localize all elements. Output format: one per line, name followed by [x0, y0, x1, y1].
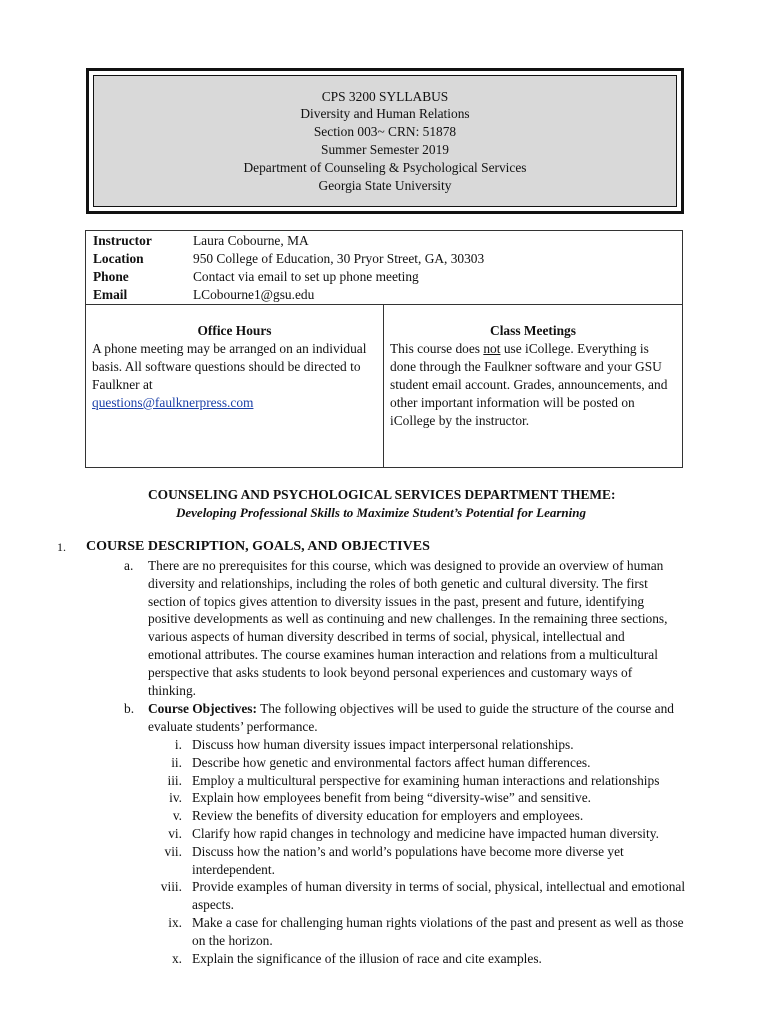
objective-number: vii.	[164, 843, 182, 859]
objective-number: v.	[172, 808, 182, 824]
info-label: Location	[93, 251, 144, 266]
list-item	[148, 772, 688, 790]
item-b-letter: b.	[124, 701, 135, 716]
department-theme-subtitle: Developing Professional Skills to Maximize Student’s Potential for Learning	[176, 505, 587, 520]
department-name: Department of Counseling & Psychological Services	[243, 159, 527, 175]
objective-number: ix.	[168, 914, 182, 930]
office-hours-heading: Office Hours	[197, 323, 272, 338]
class-meetings-text	[384, 340, 682, 430]
objective-number: viii.	[160, 879, 182, 895]
list-item	[148, 736, 688, 754]
course-objectives-label: Course Objectives:	[148, 701, 257, 716]
objective-text: Explain how employees benefit from being “diversity-wise” and sensitive.	[192, 790, 592, 806]
info-value: LCobourne1@gsu.edu	[193, 287, 315, 302]
list-item	[148, 950, 688, 968]
department-theme-title: COUNSELING AND PSYCHOLOGICAL SERVICES DEPARTMENT THEME:	[148, 487, 616, 502]
objective-text: Explain the significance of the illusion of race and cite examples.	[192, 950, 542, 966]
objective-number: iii.	[167, 772, 182, 788]
section-number: 1.	[57, 540, 66, 554]
class-meetings-text-start: This course does	[390, 341, 484, 356]
class-meetings-text-end: use iCollege. Everything is done through the Faulkner software and your GSU student email account. Grades, announcements, and other important information will be posted on iCollege by the instructor.	[390, 341, 668, 428]
list-item	[148, 825, 688, 843]
course-section: Section 003~ CRN: 51878	[313, 124, 457, 140]
objectives-list	[148, 736, 688, 967]
list-item	[148, 843, 688, 879]
objective-text: Provide examples of human diversity in terms of social, physical, intellectual and emotional aspects.	[192, 879, 686, 913]
objective-text: Make a case for challenging human rights violations of the past and present as well as those on the horizon.	[192, 914, 684, 948]
info-value: 950 College of Education, 30 Pryor Street, GA, 30303	[193, 251, 485, 266]
course-name: Diversity and Human Relations	[300, 106, 470, 122]
item-a-letter: a.	[124, 558, 134, 573]
objective-number: x.	[171, 950, 182, 966]
objective-number: ii.	[171, 754, 182, 770]
objective-number: iv.	[169, 790, 182, 806]
instructor-details	[86, 231, 682, 305]
objective-text: Describe how genetic and environmental factors affect human differences.	[192, 754, 591, 770]
objective-text: Review the benefits of diversity education for employers and employees.	[192, 808, 584, 824]
objective-text: Discuss how human diversity issues impact interpersonal relationships.	[192, 737, 574, 752]
course-semester: Summer Semester 2019	[321, 142, 449, 157]
section-title: COURSE DESCRIPTION, GOALS, AND OBJECTIVES	[86, 539, 430, 554]
info-label: Phone	[93, 269, 129, 284]
office-hours-body: A phone meeting may be arranged on an individual basis. All software questions should be directed to Faulkner at	[92, 341, 367, 392]
faulkner-email-link[interactable]: questions@faulknerpress.com	[92, 395, 254, 410]
info-value: Laura Cobourne, MA	[193, 233, 309, 248]
list-item	[148, 914, 688, 950]
course-objectives-intro: The following objectives will be used to guide the structure of the course and evaluate students’ performance.	[148, 701, 674, 734]
office-hours-cell	[86, 304, 384, 467]
syllabus-title-box	[86, 68, 684, 214]
objective-text: Employ a multicultural perspective for examining human interactions and relationships	[192, 772, 660, 788]
objective-number: i.	[174, 737, 182, 752]
course-code: CPS 3200 SYLLABUS	[321, 88, 449, 104]
course-description-paragraph: There are no prerequisites for this course, which was designed to provide an overview of human diversity and relationships, including the roles of both genetic and cultural diversity. The first section of topics gives attention to diversity issues in the past, present and future, identifying positive developments as well as continuing and new challenges. In the remaining three sections, various aspects of human diversity described in terms of social, physical, intellectual and emotional attributes. The course examines human interaction and relations from a multicultural perspective that asks students to look beyond personal experiences and customary ways of thinking.	[148, 558, 668, 698]
list-item	[148, 789, 688, 807]
objective-number: vi.	[168, 825, 182, 841]
university-name: Georgia State University	[318, 177, 452, 193]
info-value: Contact via email to set up phone meeting	[193, 269, 419, 284]
list-item	[148, 878, 688, 914]
class-meetings-heading: Class Meetings	[490, 323, 576, 338]
instructor-info-table	[85, 230, 683, 468]
info-label: Email	[93, 287, 128, 302]
info-label: Instructor	[93, 233, 152, 248]
objective-text: Discuss how the nation’s and world’s populations have become more diverse yet interdependent.	[192, 843, 624, 877]
list-item	[148, 754, 688, 772]
class-meetings-emphasis: not	[483, 341, 501, 356]
objective-text: Clarify how rapid changes in technology and medicine have impacted human diversity.	[192, 825, 659, 841]
list-item	[148, 807, 688, 825]
office-hours-text	[86, 340, 383, 412]
course-objectives-paragraph	[148, 700, 678, 736]
class-meetings-cell	[384, 304, 682, 467]
syllabus-title-inner	[93, 75, 677, 207]
